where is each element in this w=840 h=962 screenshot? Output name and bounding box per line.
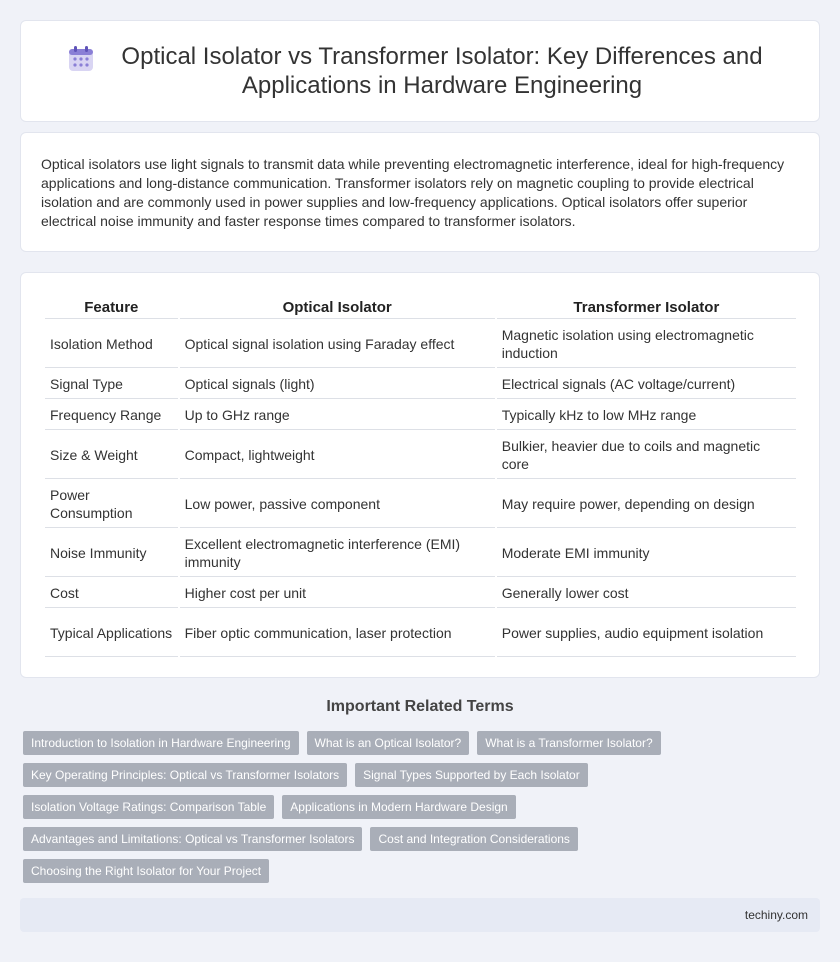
header-transformer: Transformer Isolator <box>497 297 796 319</box>
table-header-row <box>45 297 796 319</box>
table-row <box>45 370 796 399</box>
cell-transformer: Typically kHz to low MHz range <box>497 401 796 430</box>
related-term-tag[interactable]: What is an Optical Isolator? <box>307 731 470 755</box>
cell-optical: Fiber optic communication, laser protection <box>180 610 495 657</box>
cell-transformer: Magnetic isolation using electromagnetic induction <box>497 321 796 368</box>
comparison-table <box>43 295 798 659</box>
table-row <box>45 401 796 430</box>
footer-brand: techiny.com <box>744 908 808 922</box>
tag-row <box>23 827 823 851</box>
table-row <box>45 321 796 368</box>
cell-optical: Optical signal isolation using Faraday effect <box>180 321 495 368</box>
tag-row <box>23 795 823 819</box>
related-terms-tags <box>23 731 823 891</box>
tag-row <box>23 731 823 755</box>
cell-feature: Typical Applications <box>45 610 178 657</box>
cell-feature: Size & Weight <box>45 432 178 479</box>
related-term-tag[interactable]: Introduction to Isolation in Hardware Engineering <box>23 731 299 755</box>
cell-feature: Signal Type <box>45 370 178 399</box>
cell-transformer: Electrical signals (AC voltage/current) <box>497 370 796 399</box>
page-title: Optical Isolator vs Transformer Isolator: Key Differences and Applications in Hardware Engineering <box>121 43 763 99</box>
cell-feature: Noise Immunity <box>45 530 178 577</box>
cell-transformer: Moderate EMI immunity <box>497 530 796 577</box>
table-row <box>45 432 796 479</box>
tag-row <box>23 859 823 883</box>
cell-feature: Cost <box>45 579 178 608</box>
cell-feature: Power Consumption <box>45 481 178 528</box>
header-feature: Feature <box>45 297 178 319</box>
cell-transformer: Power supplies, audio equipment isolation <box>497 610 796 657</box>
cell-optical: Optical signals (light) <box>180 370 495 399</box>
table-row <box>45 481 796 528</box>
related-term-tag[interactable]: Applications in Modern Hardware Design <box>282 795 515 819</box>
related-term-tag[interactable]: Isolation Voltage Ratings: Comparison Table <box>23 795 274 819</box>
related-term-tag[interactable]: Choosing the Right Isolator for Your Project <box>23 859 269 883</box>
table-row <box>45 530 796 577</box>
header-optical: Optical Isolator <box>180 297 495 319</box>
cell-transformer: May require power, depending on design <box>497 481 796 528</box>
table-row <box>45 579 796 608</box>
table-row <box>45 610 796 657</box>
cell-optical: Excellent electromagnetic interference (EMI) immunity <box>180 530 495 577</box>
comparison-table-card <box>20 272 820 678</box>
intro-card <box>20 132 820 252</box>
related-term-tag[interactable]: Signal Types Supported by Each Isolator <box>355 763 588 787</box>
cell-optical: Low power, passive component <box>180 481 495 528</box>
related-terms-title: Important Related Terms <box>326 698 514 715</box>
cell-optical: Up to GHz range <box>180 401 495 430</box>
cell-transformer: Generally lower cost <box>497 579 796 608</box>
intro-paragraph: Optical isolators use light signals to transmit data while preventing electromagnetic interference, ideal for high-frequency applications and long-distance communication. Transformer isolators rely on magnetic coupling to provide electrical isolation and are commonly used in power supplies and low-frequency applications. Optical isolators offer superior electrical noise immunity and faster response times compared to transformer isolators. <box>41 156 785 229</box>
cell-feature: Isolation Method <box>45 321 178 368</box>
related-term-tag[interactable]: What is a Transformer Isolator? <box>477 731 660 755</box>
cell-optical: Compact, lightweight <box>180 432 495 479</box>
cell-transformer: Bulkier, heavier due to coils and magnetic core <box>497 432 796 479</box>
tag-row <box>23 763 823 787</box>
calendar-icon <box>68 46 94 72</box>
related-term-tag[interactable]: Advantages and Limitations: Optical vs Transformer Isolators <box>23 827 362 851</box>
header-card <box>20 20 820 122</box>
related-term-tag[interactable]: Key Operating Principles: Optical vs Transformer Isolators <box>23 763 347 787</box>
header-inner <box>68 42 772 100</box>
cell-feature: Frequency Range <box>45 401 178 430</box>
related-term-tag[interactable]: Cost and Integration Considerations <box>370 827 577 851</box>
footer <box>20 898 820 932</box>
cell-optical: Higher cost per unit <box>180 579 495 608</box>
